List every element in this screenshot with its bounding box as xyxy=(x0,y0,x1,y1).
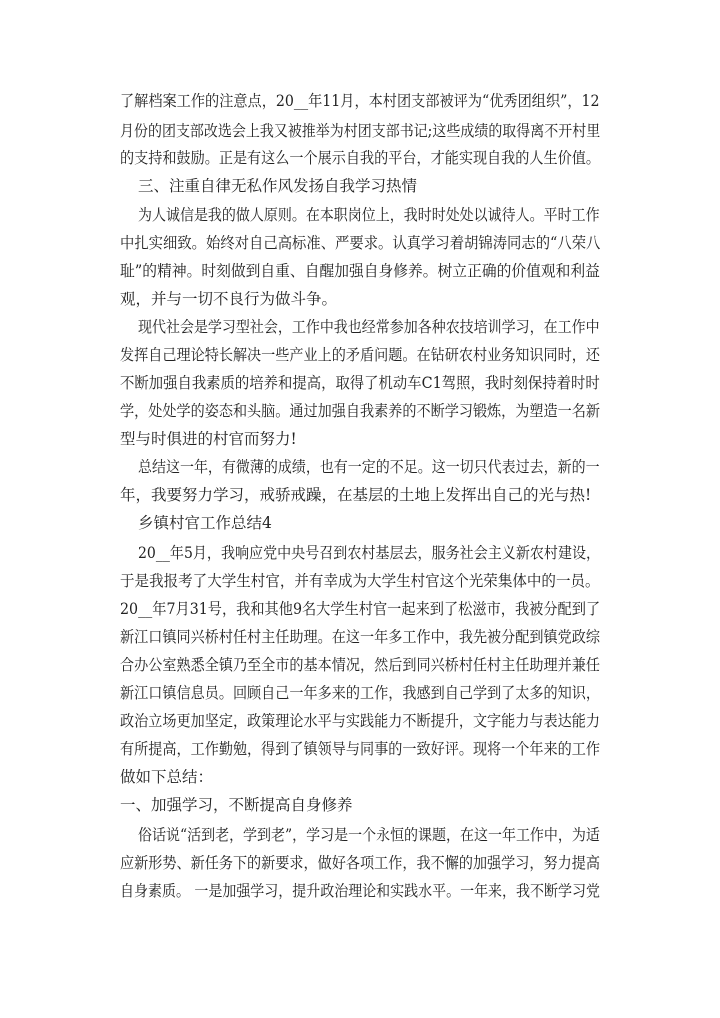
text-line: 月份的团支部改选会上我又被推举为村团支部书记;这些成绩的取得离不开村里 xyxy=(120,122,601,140)
section-heading: 乡镇村官工作总结4 xyxy=(138,514,272,532)
text-line: 现代社会是学习型社会，工作中我也经常参加各种农技培训学习，在工作中 xyxy=(138,318,600,336)
text-line: 耻”的精神。时刻做到自重、自醒加强自身修养。树立正确的价值观和利益 xyxy=(120,262,600,280)
text-line: 了解档案工作的注意点，20__年11月，本村团支部被评为“优秀团组织”，12 xyxy=(120,92,600,110)
text-line: 于是我报考了大学生村官，并有幸成为大学生村官这个光荣集体中的一员。 xyxy=(120,572,600,590)
text-line: 不断加强自我素质的培养和提高，取得了机动车C1驾照，我时刻保持着时时 xyxy=(120,374,600,392)
text-line: 20__年7月31号，我和其他9名大学生村官一起来到了松滋市，我被分配到了 xyxy=(120,600,601,618)
text-line: 总结这一年，有微薄的成绩，也有一定的不足。这一切只代表过去，新的一 xyxy=(138,458,600,476)
text-line: 应新形势、新任务下的新要求，做好各项工作，我不懈的加强学习，努力提高 xyxy=(120,854,601,872)
text-line: 俗话说“活到老，学到老”，学习是一个永恒的课题，在这一年工作中，为适 xyxy=(138,826,600,844)
text-line: 新江口镇信息员。回顾自己一年多来的工作，我感到自己学到了太多的知识， xyxy=(120,684,601,702)
text-line: 的支持和鼓励。正是有这么一个展示自我的平台，才能实现自我的人生价值。 xyxy=(120,149,601,167)
text-line: 做如下总结： xyxy=(120,768,214,786)
section-heading: 一、加强学习，不断提高自身修养 xyxy=(120,796,353,814)
text-line: 学，处处学的姿态和头脑。通过加强自我素养的不断学习锻炼，为塑造一名新 xyxy=(120,402,601,420)
text-line: 发挥自己理论特长解决一些产业上的矛盾问题。在钻研农村业务知识同时，还 xyxy=(120,346,601,364)
text-line: 观，并与一切不良行为做斗争。 xyxy=(120,290,338,308)
text-line: 自身素质。 一是加强学习，提升政治理论和实践水平。一年来，我不断学习党 xyxy=(120,882,600,900)
text-line: 合办公室熟悉全镇乃至全市的基本情况，然后到同兴桥村任村主任助理并兼任 xyxy=(120,656,601,674)
text-line: 20__年5月，我响应党中央号召到农村基层去，服务社会主义新农村建设， xyxy=(138,544,601,562)
text-line: 年，我要努力学习，戒骄戒躁，在基层的土地上发挥出自己的光与热! xyxy=(120,486,592,504)
text-line: 为人诚信是我的做人原则。在本职岗位上，我时时处处以诚待人。平时工作 xyxy=(138,206,600,224)
text-line: 型与时俱进的村官而努力! xyxy=(120,430,297,448)
text-line: 中扎实细致。始终对自己高标准、严要求。认真学习着胡锦涛同志的“八荣八 xyxy=(120,234,601,252)
section-heading: 三、注重自律无私作风发扬自我学习热情 xyxy=(138,177,418,195)
text-line: 新江口镇同兴桥村任村主任助理。在这一年多工作中，我先被分配到镇党政综 xyxy=(120,628,601,646)
text-line: 有所提高，工作勤勉，得到了镇领导与同事的一致好评。现将一个年来的工作 xyxy=(120,740,601,758)
text-line: 政治立场更加坚定，政策理论水平与实践能力不断提升，文字能力与表达能力 xyxy=(120,712,601,730)
